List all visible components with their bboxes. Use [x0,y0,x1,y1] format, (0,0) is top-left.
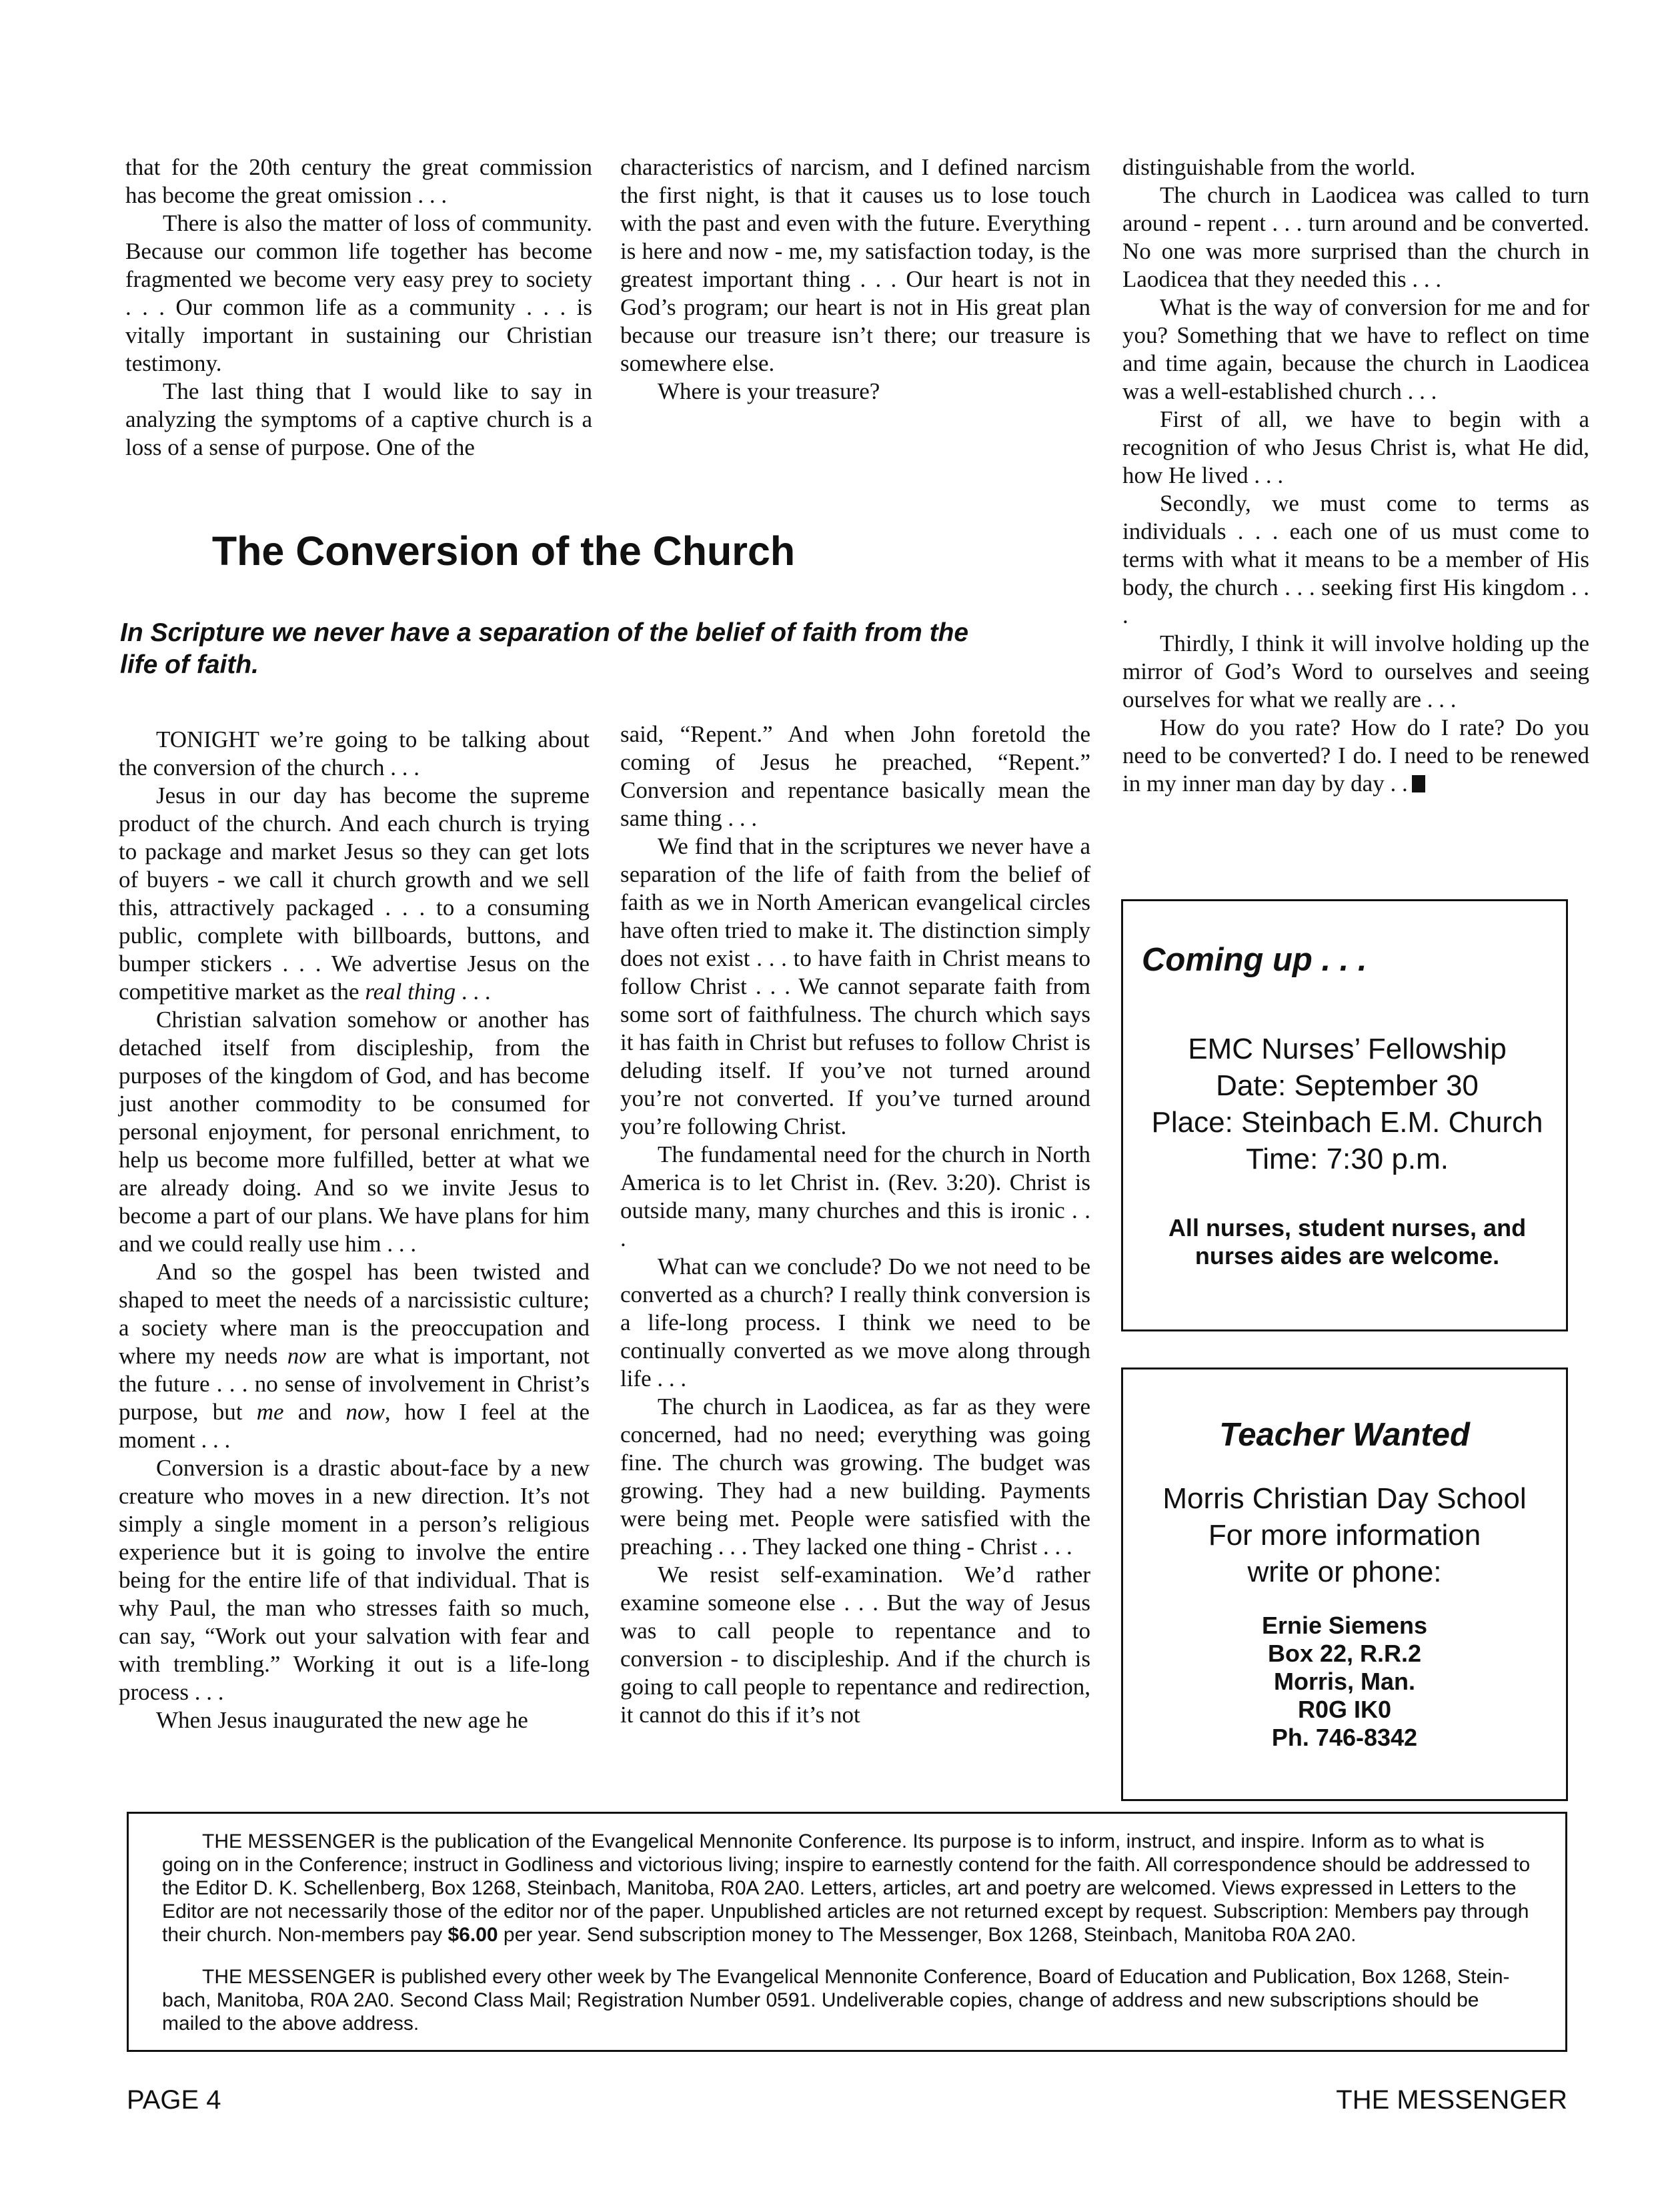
subscription-price: $6.00 [448,1924,498,1946]
article-deck: In Scripture we never have a separation of the belief of faith from the life of faith. [120,618,969,679]
end-of-article-mark [1412,775,1425,792]
article-column-1 [119,726,590,1734]
publisher-info-paragraph: THE MESSENGER is published every other week by The Evangelical Mennonite Conference, Board of Education and Publication, Box 1268, Steinbach, Manitoba, R0A 2A0. Second Class Mail; Registration Number 0591. Undeliverable copies, change of address and new subscriptions should be mailed to the above address. [162,1966,1510,2035]
paragraph: The fundamental need for the church in North America is to let Christ in. (Rev. 3:20). Christ is outside many, many churches and this is ironic . . . [620,1141,1090,1251]
paragraph: distinguishable from the world. [1122,154,1416,180]
paragraph: Conversion is a drastic about-face by a new creature who moves in a new direction. It’s not simply a single moment in a person’s religious experience but it is going to involve the entire being for the entire life of that individual. That is why Paul, the man who stresses faith so much, can say, “Work out your salvation with fear and with trembling.” Working it out is a life-long process . . . [119,1455,590,1705]
event-time: Time: 7:30 p.m. [1245,1143,1449,1175]
coming-up-title: Coming up . . . [1142,942,1367,978]
paragraph [119,782,590,1006]
paragraph: The church in Laodicea was called to turn around - repent . . . turn around and be converted. No one was more surprised than the church in Laodicea that they needed this . . . [1122,182,1589,292]
page-number: PAGE 4 [127,2085,221,2115]
paragraph-text: . . . [456,979,491,1005]
contact-city: Morris, Man. [1273,1668,1416,1695]
paragraph-text: And so the gospel has been twisted and shaped to meet the needs of a narcissistic culture; a society where man is the preoccupation and where my needs [119,1259,590,1369]
paragraph: TONIGHT we’re going to be talking about the conversion of the church . . . [119,726,590,780]
publisher-info-text: THE MESSENGER is the publication of the Evangelical Mennonite Conference. Its purpose is to inform, instruct, and inspire. Inform as to what is going on in the Conference; instruct in Godliness and victorious living; inspire to earnestly contend for the faith. All correspondence should be addressed to the Editor D. K. Schellenberg, Box 1268, Steinbach, Manitoba, R0A 2A0. Letters, articles, art and poetry are welcomed. Views expressed in Letters to the Editor are not necessarily those of the editor nor of the paper. Unpublished articles are not returned except by request. Subscription: Members pay through their church. Non-members pay [162,1830,1531,1946]
paragraph: Secondly, we must come to terms as individuals . . . each one of us must come to terms with what it means to be a member of His body, the church . . . seeking first His kingdom . . . [1122,490,1589,628]
info-line: write or phone: [1247,1556,1442,1588]
paragraph: characteristics of narcism, and I defined narcism the first night, is that it causes us to lose touch with the past and even with the future. Everything is here and now - me, my satisfaction today, is the greatest important thing . . . Our heart is not in God’s program; our heart is not in His great plan because our treasure isn’t there; our treasure is somewhere else. [620,154,1090,376]
coming-up-box [1121,899,1568,1331]
paragraph: Where is your treasure? [658,378,880,404]
paragraph: Thirdly, I think it will involve holding up the mirror of God’s Word to ourselves and seeing ourselves for what we really are . . . [1122,630,1589,712]
paragraph: said, “Repent.” And when John foretold the coming of Jesus he preached, “Repent.” Conversion and repentance basically mean the same thing . . . [620,721,1090,831]
event-note: All nurses, student nurses, and nurses aides are welcome. [1168,1214,1527,1269]
event-place: Place: Steinbach E.M. Church [1151,1106,1543,1139]
contact-address: Box 22, R.R.2 [1267,1640,1422,1667]
emphasis: now [287,1343,327,1369]
article-title: The Conversion of the Church [211,528,796,574]
teacher-wanted-title: Teacher Wanted [1219,1417,1470,1453]
publisher-info-box [127,1812,1567,2052]
paragraph-text: are what is important, not the future . . . no sense of involvement in Christ’s purpose, but [119,1343,590,1425]
paragraph: First of all, we have to begin with a recognition of who Jesus Christ is, what He did, how He lived . . . [1122,406,1589,488]
paragraph [1122,714,1589,798]
contact-phone: Ph. 746-8342 [1271,1724,1418,1751]
paragraph-text: Jesus in our day has become the supreme product of the church. And each church is trying to package and market Jesus so they can get lots of buyers - we call it church growth and we sell this, attractively packaged . . . to a consuming public, complete with billboards, buttons, and bumper stickers . . . We advertise Jesus on the competitive market as the [119,782,590,1005]
paragraph: Christian salvation somehow or another has detached itself from discipleship, from the purposes of the kingdom of God, and has become just another commodity to be consumed for personal enjoyment, for personal enrichment, to help us become more fulfilled, better at what we are already doing. And so we invite Jesus to become a part of our plans. We have plans for him and we could really use him . . . [119,1007,590,1257]
info-line: For more information [1208,1519,1481,1552]
emphasis: now [345,1399,385,1425]
right-column [1122,153,1589,798]
top-column-2 [620,153,1090,406]
paragraph: When Jesus inaugurated the new age he [156,1707,528,1733]
event-date: Date: September 30 [1216,1069,1479,1102]
article-column-2 [620,720,1090,1729]
paragraph: The last thing that I would like to say in analyzing the symptoms of a captive church is a loss of a sense of purpose. One of the [125,378,592,460]
teacher-wanted-box [1121,1367,1568,1801]
paragraph: We resist self-examination. We’d rather examine someone else . . . But the way of Jesus was to call people to repentance and to conversion - to discipleship. And if the church is going to call people to repentance and redirection, it cannot do this if it’s not [620,1562,1090,1728]
paragraph-text: , how I feel at the moment . . . [119,1399,590,1453]
top-column-1 [125,153,592,462]
paragraph-text: How do you rate? How do I rate? Do you need to be converted? I do. I need to be renewed in my inner man day by day . . [1122,714,1589,796]
contact-name: Ernie Siemens [1261,1612,1428,1639]
emphasis: real thing [365,979,456,1005]
paragraph: that for the 20th century the great commission has become the great omission . . . [125,154,592,208]
event-name: EMC Nurses’ Fellowship [1188,1033,1507,1065]
publication-name: THE MESSENGER [1336,2085,1567,2115]
paragraph: The church in Laodicea, as far as they were concerned, had no need; everything was going fine. The church was growing. The budget was growing. They had a new building. Payments were being met. People were satisfied with the preaching . . . They lacked one thing - Christ . . . [620,1394,1090,1560]
paragraph: There is also the matter of loss of community. Because our common life together has become fragmented we become very easy prey to society . . . Our common life as a community . . . is vitally important in sustaining our Christian testimony. [125,210,592,376]
paragraph: What can we conclude? Do we not need to be converted as a church? I really think conversion is a life-long process. I think we need to be continually converted as we move along through life . . . [620,1253,1090,1392]
paragraph: We find that in the scriptures we never have a separation of the life of faith from the belief of faith as we in North American evangelical circles have often tried to make it. The distinction simply does not exist . . . to have faith in Christ means to follow Christ . . . We cannot separate faith from some sort of faithfulness. The church which says it has faith in Christ but refuses to follow Christ is deluding itself. If you’ve not turned around you’re not converted. If you’ve turned around you’re following Christ. [620,833,1090,1139]
publisher-info-text: per year. Send subscription money to The Messenger, Box 1268, Steinbach, Manitoba R0A 2A0. [498,1924,1357,1946]
emphasis: me [256,1399,284,1425]
contact-postal-code: R0G IK0 [1297,1696,1392,1723]
publisher-info-paragraph [162,1830,1532,1947]
paragraph-text: and [283,1399,346,1425]
school-name: Morris Christian Day School [1162,1482,1527,1515]
paragraph [119,1258,590,1454]
paragraph: What is the way of conversion for me and for you? Something that we have to reflect on time and time again, because the church in Laodicea was a well-established church . . . [1122,294,1589,404]
